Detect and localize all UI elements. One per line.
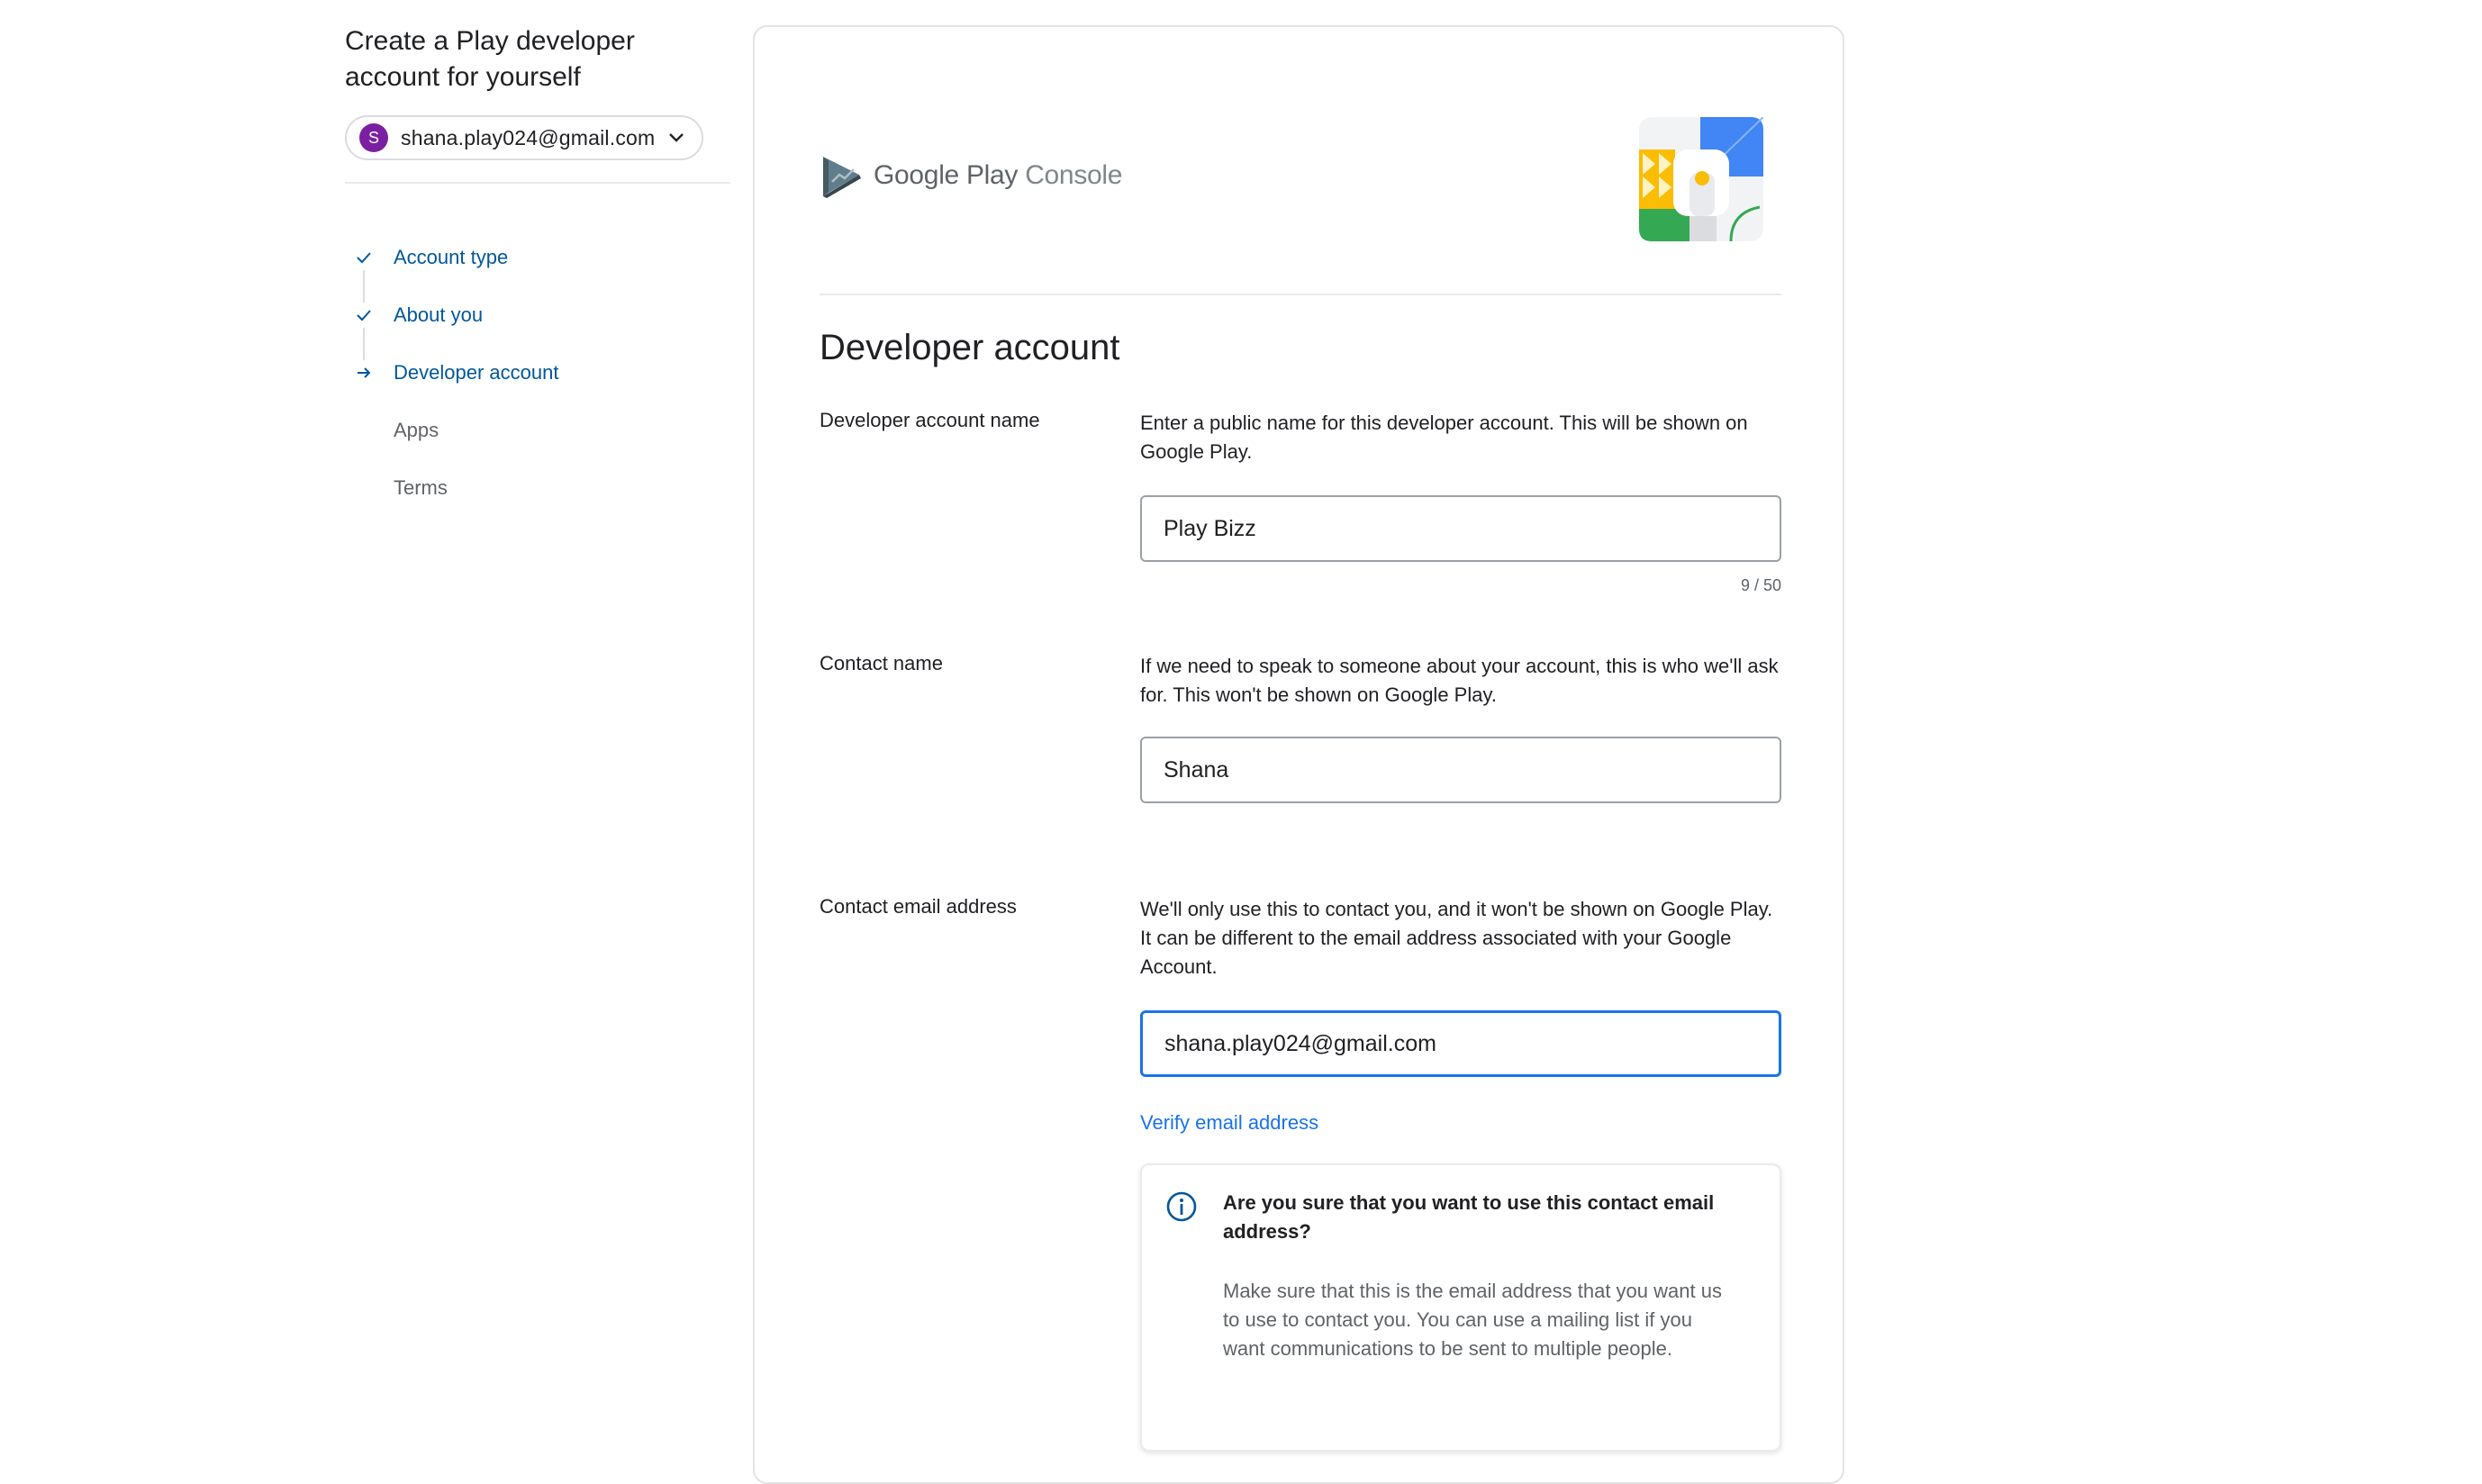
step-label: Apps	[394, 419, 439, 441]
logo-google-play: Google Play	[874, 160, 1019, 190]
check-icon	[354, 309, 374, 321]
contact-name-input[interactable]	[1140, 737, 1781, 803]
notice-body: Make sure that this is the email address that you want us to use to contact you. You can use a mailing list if you want communications to be sent to multiple people.	[1223, 1280, 1722, 1360]
card-header	[820, 83, 1781, 295]
contact-name-row	[820, 652, 1781, 814]
step-developer-account[interactable]	[345, 344, 730, 402]
step-list	[345, 229, 730, 517]
developer-account-name-input[interactable]	[1140, 495, 1781, 562]
sidebar	[345, 23, 730, 531]
field-label: Contact email address	[820, 895, 1017, 918]
sidebar-title: Create a Play developer account for yourself	[345, 26, 635, 92]
logo-text	[874, 160, 1122, 191]
field-label: Contact name	[820, 652, 943, 674]
step-label: About you	[394, 303, 484, 326]
page-title: Developer account	[820, 328, 1120, 367]
contact-email-input[interactable]	[1140, 1010, 1781, 1077]
field-label: Developer account name	[820, 409, 1040, 431]
notice-title: Are you sure that you want to use this contact email address?	[1223, 1191, 1715, 1243]
field-description: Enter a public name for this developer account. This will be shown on Google Play.	[1140, 412, 1748, 463]
google-play-console-logo	[820, 151, 1122, 200]
step-label: Developer account	[394, 361, 559, 384]
avatar: S	[359, 123, 388, 152]
step-about-you[interactable]	[345, 286, 730, 344]
step-terms[interactable]	[345, 459, 730, 517]
contact-email-row	[820, 895, 1781, 1471]
developer-account-name-row	[820, 409, 1781, 598]
field-description: We'll only use this to contact you, and it won't be shown on Google Play. It can be different to the email address associated with your Google Account.	[1140, 898, 1773, 978]
play-console-icon	[820, 151, 865, 200]
char-counter: 9 / 50	[1740, 576, 1781, 594]
verify-email-link[interactable]: Verify email address	[1140, 1111, 1319, 1134]
sidebar-divider	[345, 182, 730, 184]
arrow-right-icon	[354, 366, 374, 379]
step-account-type[interactable]	[345, 229, 730, 286]
step-apps[interactable]	[345, 402, 730, 459]
chevron-down-icon	[667, 129, 685, 147]
main-card	[753, 25, 1844, 1484]
step-label: Account type	[394, 246, 509, 268]
logo-console: Console	[1025, 160, 1123, 190]
step-label: Terms	[394, 476, 448, 499]
info-icon	[1165, 1190, 1198, 1223]
email-confirmation-notice	[1140, 1163, 1781, 1452]
field-description: If we need to speak to someone about your account, this is who we'll ask for. This won't be shown on Google Play.	[1140, 655, 1779, 706]
check-icon	[354, 251, 374, 264]
account-email: shana.play024@gmail.com	[401, 125, 656, 149]
developer-illustration-icon	[1639, 117, 1763, 241]
account-switcher[interactable]	[345, 115, 703, 160]
